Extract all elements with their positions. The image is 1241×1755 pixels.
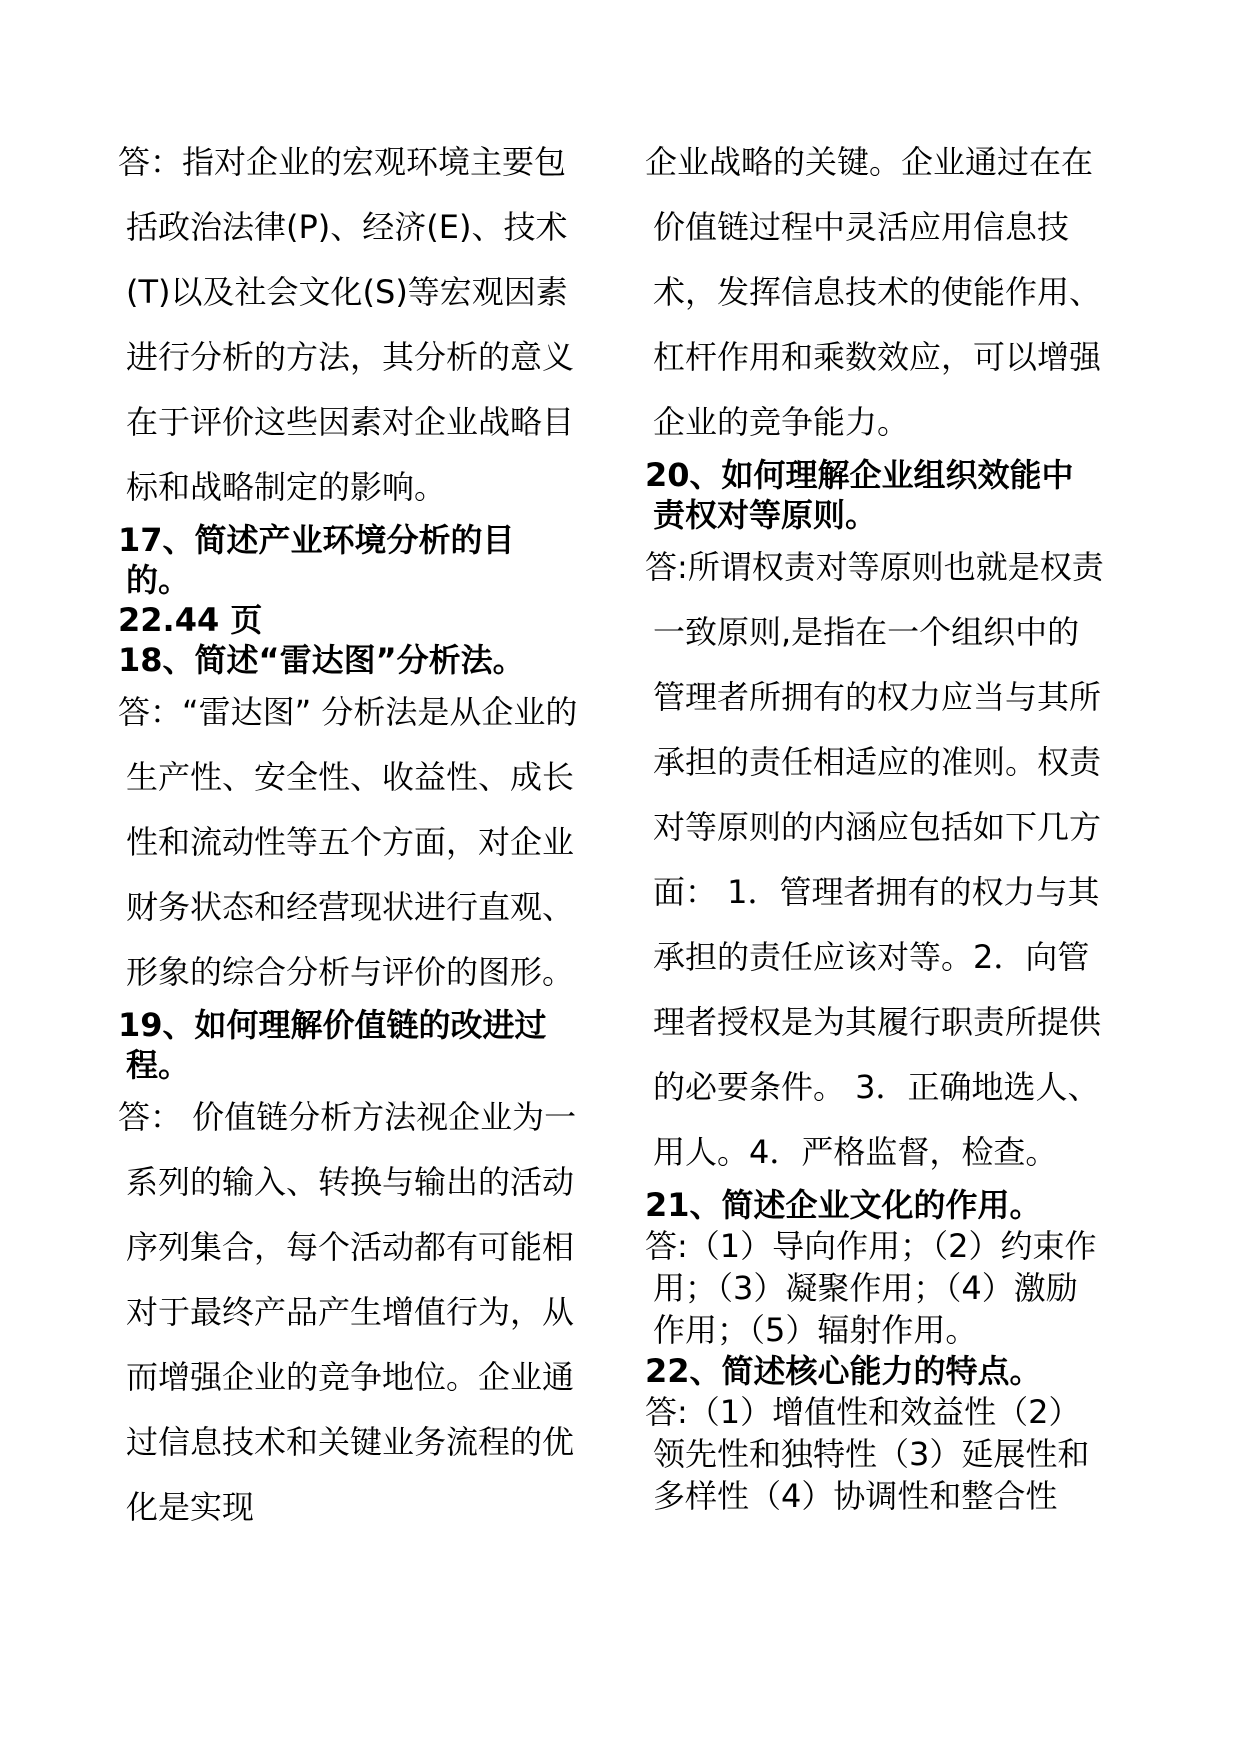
answer-16: 答：指对企业的宏观环境主要包括政治法律(P)、经济(E)、技术(T)以及社会文化(S)等宏观因素进行分析的方法，其分析的意义在于评价这些因素对企业战略目标和战略制定的影响。 bbox=[118, 143, 575, 506]
question-21: 21、简述企业文化的作用。 bbox=[645, 1186, 1042, 1224]
question-19: 19、如何理解价值链的改进过程。 bbox=[118, 1006, 547, 1084]
right-column bbox=[645, 130, 1105, 1517]
question-18: 18、简述“雷达图”分析法。 bbox=[118, 641, 525, 679]
answer-20: 答:所谓权责对等原则也就是权责一致原则,是指在一个组织中的管理者所拥有的权力应当与其所承担的责任相适应的准则。权责对等原则的内涵应包括如下几方面： 1．管理者拥有的权力与其承担的责任应该对等。2．向管理者授权是为其履行职责所提供的必要条件。 3．正确地选人、用人。4．严格监督，检查。 bbox=[645, 548, 1104, 1171]
answer-22: 答:（1）增值性和效益性（2）领先性和独特性（3）延展性和多样性（4）协调性和整合性 bbox=[645, 1393, 1090, 1515]
question-22: 22、简述核心能力的特点。 bbox=[645, 1352, 1042, 1390]
answer-21: 答:（1）导向作用；（2）约束作用；（3）凝聚作用；（4）激励作用；（5）辐射作用。 bbox=[645, 1227, 1097, 1349]
answer-19-continued: 企业战略的关键。企业通过在在价值链过程中灵活应用信息技术，发挥信息技术的使能作用、杠杆作用和乘数效应，可以增强企业的竞争能力。 bbox=[645, 143, 1102, 441]
question-20: 20、如何理解企业组织效能中责权对等原则。 bbox=[645, 456, 1074, 534]
left-column bbox=[118, 130, 578, 1540]
question-17-title: 17、简述产业环境分析的目的。 bbox=[118, 521, 515, 599]
question-17-page-ref: 22.44 页 bbox=[118, 601, 263, 639]
question-17 bbox=[118, 520, 578, 640]
answer-19: 答： 价值链分析方法视企业为一系列的输入、转换与输出的活动序列集合，每个活动都有可能相对于最终产品产生增值行为，从而增强企业的竞争地位。企业通过信息技术和关键业务流程的优化是实现 bbox=[118, 1098, 577, 1526]
answer-18: 答：“雷达图” 分析法是从企业的生产性、安全性、收益性、成长性和流动性等五个方面，对企业财务状态和经营现状进行直观、形象的综合分析与评价的图形。 bbox=[118, 693, 578, 991]
